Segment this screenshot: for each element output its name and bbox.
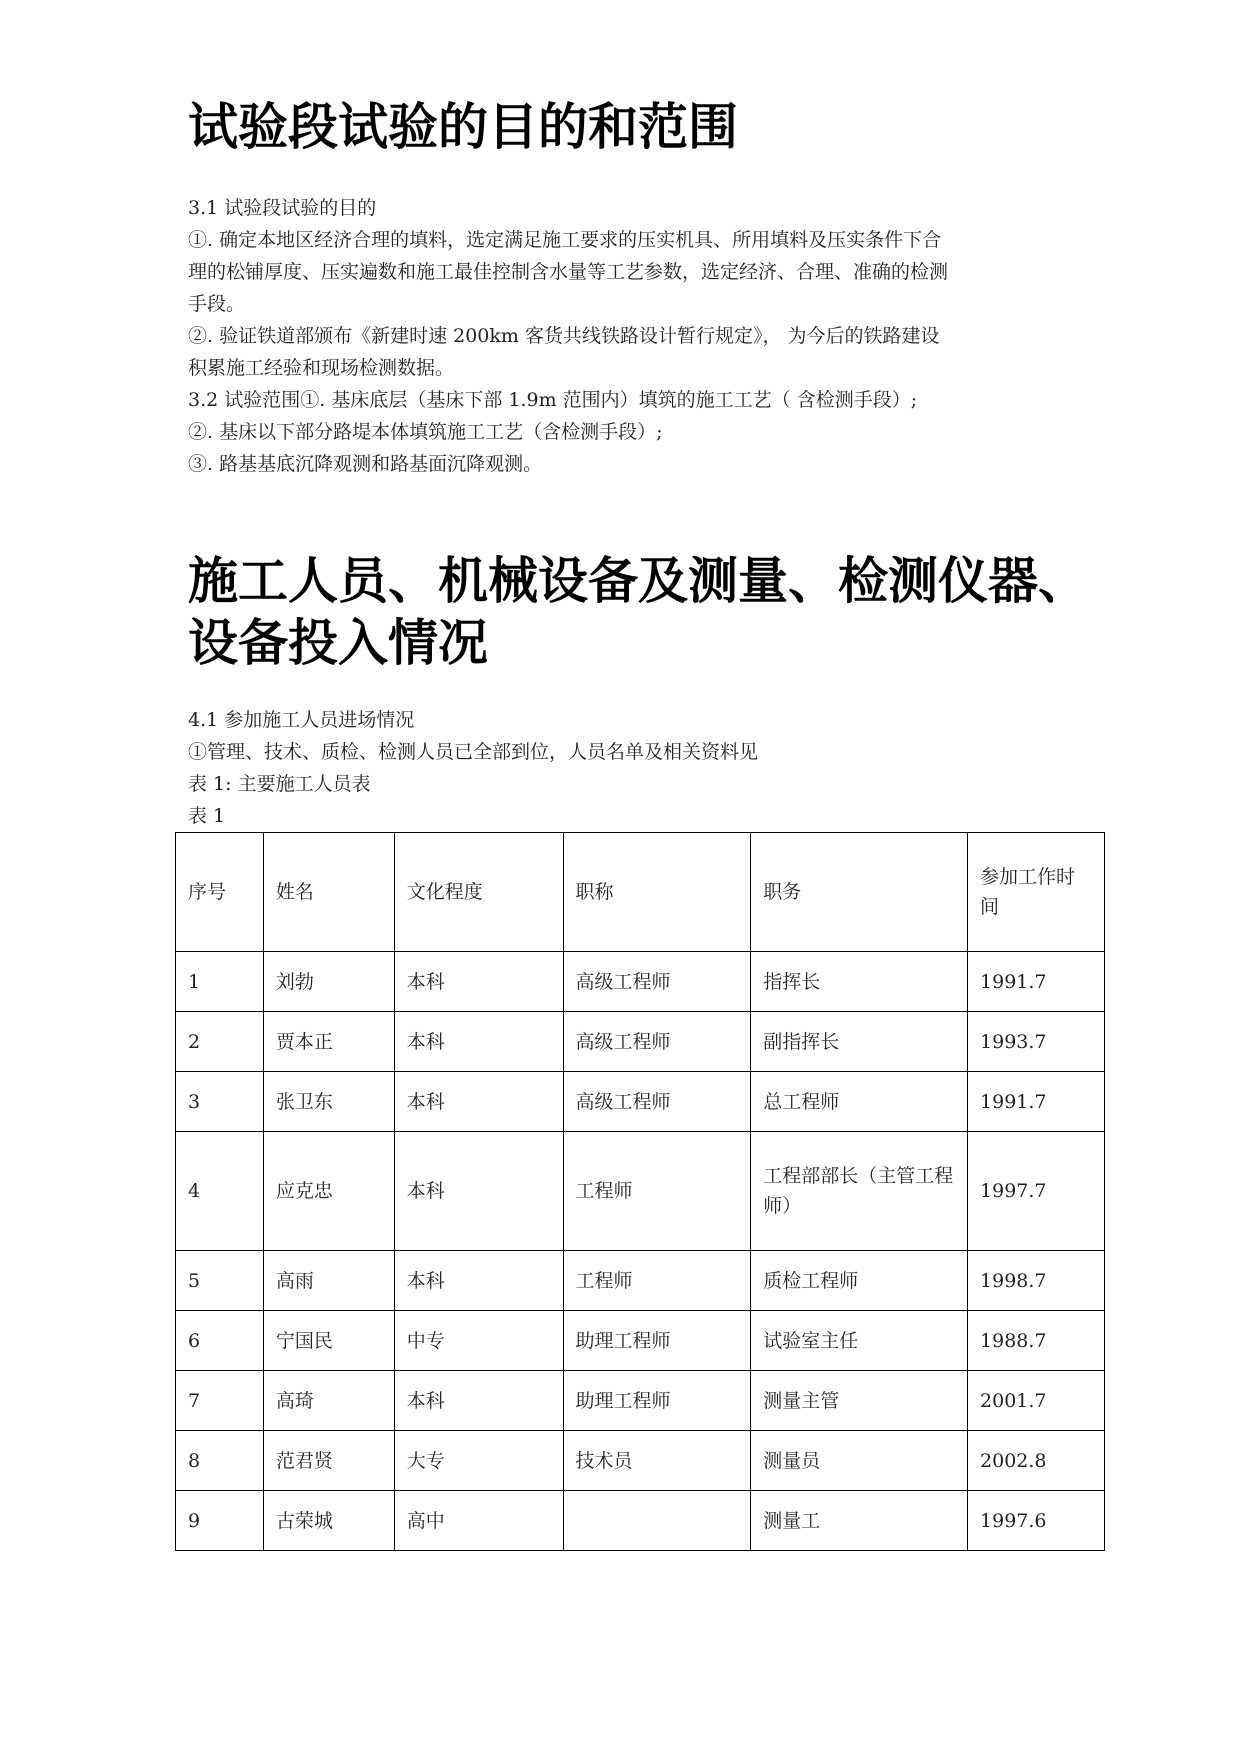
table-cell: 高级工程师: [563, 952, 751, 1012]
section-2-line: 4.1 参加施工人员进场情况: [188, 709, 415, 731]
section-1-line: ②. 验证铁道部颁布《新建时速 200km 客货共线铁路设计暂行规定》， 为今后的铁路建设: [188, 325, 940, 347]
section-1-title: 试验段试验的目的和范围: [188, 98, 738, 156]
section-1-line: ①. 确定本地区经济合理的填料，选定满足施工要求的压实机具、所用填料及压实条件下合: [188, 229, 942, 251]
table-row: [176, 1251, 1105, 1311]
table-row: [176, 1371, 1105, 1431]
table-row: [176, 1132, 1105, 1251]
table-row: [176, 1491, 1105, 1551]
table-cell: 总工程师: [751, 1072, 968, 1132]
table-cell: 助理工程师: [563, 1371, 751, 1431]
table-row: [176, 1072, 1105, 1132]
table-cell: 1: [176, 952, 264, 1012]
table-cell: 技术员: [563, 1431, 751, 1491]
table-cell: 测量主管: [751, 1371, 968, 1431]
table-cell: 工程部部长（主管工程师）: [751, 1132, 968, 1251]
table-cell: 中专: [394, 1311, 563, 1371]
table-cell: 本科: [394, 1371, 563, 1431]
table-cell: 4: [176, 1132, 264, 1251]
table-cell: 大专: [394, 1431, 563, 1491]
header-cell-title: 职称: [563, 833, 751, 952]
section-2-line: ①管理、技术、质检、检测人员已全部到位，人员名单及相关资料见: [188, 741, 759, 763]
table-cell: 8: [176, 1431, 264, 1491]
header-cell-start-date: 参加工作时间: [968, 833, 1105, 952]
table-cell: 贾本正: [263, 1012, 394, 1072]
table-cell: 质检工程师: [751, 1251, 968, 1311]
table-cell: 1997.6: [968, 1491, 1105, 1551]
table-header-row: [176, 833, 1105, 952]
table-cell: 本科: [394, 1072, 563, 1132]
table-cell: 1997.7: [968, 1132, 1105, 1251]
table-cell: 本科: [394, 1012, 563, 1072]
table-cell: 工程师: [563, 1132, 751, 1251]
section-1-line: 3.1 试验段试验的目的: [188, 197, 377, 219]
table-cell: 指挥长: [751, 952, 968, 1012]
table-cell: 高级工程师: [563, 1072, 751, 1132]
section-2-title-line-1: 施工人员、机械设备及测量、检测仪器、: [188, 552, 1088, 610]
table-cell: 高级工程师: [563, 1012, 751, 1072]
section-1-line: ②. 基床以下部分路堤本体填筑施工工艺（含检测手段）;: [188, 421, 663, 443]
header-cell-index: 序号: [176, 833, 264, 952]
table-cell: 古荣城: [263, 1491, 394, 1551]
table-cell: 1998.7: [968, 1251, 1105, 1311]
table-cell: 1991.7: [968, 1072, 1105, 1132]
table-cell: 范君贤: [263, 1431, 394, 1491]
staff-table: [175, 832, 1105, 1551]
table-cell: 高琦: [263, 1371, 394, 1431]
table-row: [176, 952, 1105, 1012]
table-cell: 5: [176, 1251, 264, 1311]
section-1-line: 积累施工经验和现场检测数据。: [188, 357, 455, 379]
table-cell: 应克忠: [263, 1132, 394, 1251]
section-1-line: 理的松铺厚度、压实遍数和施工最佳控制含水量等工艺参数，选定经济、合理、准确的检测: [188, 261, 949, 283]
table-cell: [563, 1491, 751, 1551]
header-cell-name: 姓名: [263, 833, 394, 952]
section-1-line: 3.2 试验范围①. 基床底层（基床下部 1.9m 范围内）填筑的施工工艺（ 含检测手段）;: [188, 389, 918, 411]
table-cell: 9: [176, 1491, 264, 1551]
table-cell: 1991.7: [968, 952, 1105, 1012]
table-cell: 高中: [394, 1491, 563, 1551]
table-cell: 工程师: [563, 1251, 751, 1311]
table-cell: 本科: [394, 952, 563, 1012]
header-cell-position: 职务: [751, 833, 968, 952]
table-cell: 1988.7: [968, 1311, 1105, 1371]
table-cell: 助理工程师: [563, 1311, 751, 1371]
table-cell: 1993.7: [968, 1012, 1105, 1072]
header-cell-education: 文化程度: [394, 833, 563, 952]
table-cell: 张卫东: [263, 1072, 394, 1132]
table-row: [176, 1431, 1105, 1491]
table-cell: 本科: [394, 1132, 563, 1251]
table-row: [176, 1311, 1105, 1371]
table-cell: 试验室主任: [751, 1311, 968, 1371]
table-row: [176, 1012, 1105, 1072]
table-cell: 2002.8: [968, 1431, 1105, 1491]
table-cell: 测量工: [751, 1491, 968, 1551]
table-cell: 6: [176, 1311, 264, 1371]
table-cell: 高雨: [263, 1251, 394, 1311]
section-2-title-line-2: 设备投入情况: [188, 614, 488, 672]
section-1-line: ③. 路基基底沉降观测和路基面沉降观测。: [188, 453, 543, 475]
table-cell: 3: [176, 1072, 264, 1132]
table-caption: 表 1: 主要施工人员表: [188, 773, 371, 795]
table-cell: 宁国民: [263, 1311, 394, 1371]
table-cell: 2001.7: [968, 1371, 1105, 1431]
table-cell: 2: [176, 1012, 264, 1072]
table-cell: 7: [176, 1371, 264, 1431]
table-cell: 刘勃: [263, 952, 394, 1012]
section-1-line: 手段。: [188, 293, 246, 315]
table-cell: 本科: [394, 1251, 563, 1311]
table-cell: 测量员: [751, 1431, 968, 1491]
table-number: 表 1: [188, 805, 226, 827]
table-cell: 副指挥长: [751, 1012, 968, 1072]
